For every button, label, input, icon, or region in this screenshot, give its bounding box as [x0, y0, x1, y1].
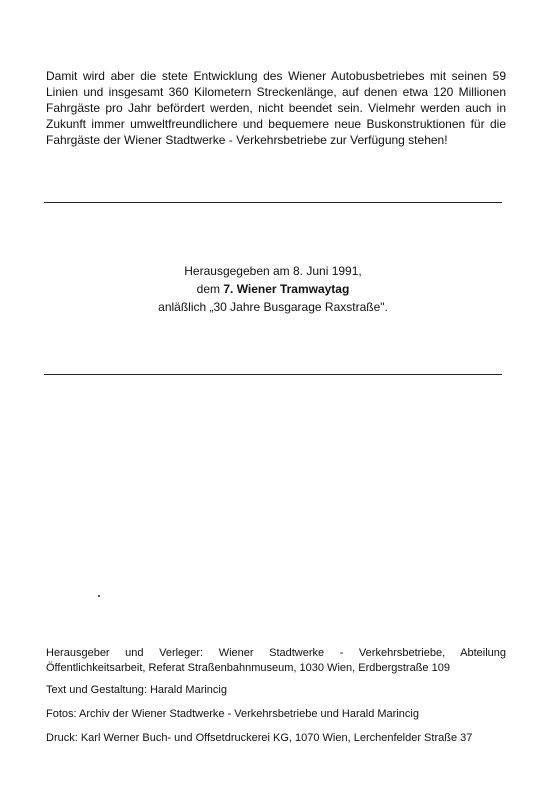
publication-date-line: Herausgegeben am 8. Juni 1991, — [184, 264, 362, 278]
text-design-line: Text und Gestaltung: Harald Marincig — [46, 684, 227, 696]
photos-line: Fotos: Archiv der Wiener Stadtwerke - Verkehrsbetriebe und Harald Marincig — [46, 708, 419, 720]
intro-paragraph: Damit wird aber die stete Entwicklung des Wiener Autobusbetriebes mit seinen 59 Linien und insgesamt 360 Kilometern Streckenlänge, auf denen etwa 120 Millionen Fahrgäste pro Jahr befördert werden, nicht beendet sein. Vielmehr werden auch in Zukunft immer umweltfreundlichere und bequemere neue Buskonstruktionen für die Fahrgäste der Wiener Stadtwerke - Verkehrsbetriebe zur Verfügung stehen! — [46, 69, 506, 147]
publisher-line: Herausgeber und Verleger: Wiener Stadtwerke - Verkehrsbetriebe, Abteilung Öffentlichkeitsarbeit, Referat Straßenbahnmuseum, 1030 Wien, Erdbergstraße 109 — [46, 647, 506, 674]
print-line: Druck: Karl Werner Buch- und Offsetdruckerei KG, 1070 Wien, Lerchenfelder Straße 37 — [46, 732, 473, 744]
scan-speck — [98, 595, 100, 597]
occasion-prefix: dem — [196, 282, 224, 296]
occasion-line — [44, 280, 502, 298]
anniversary-line: anläßlich „30 Jahre Busgarage Raxstraße". — [158, 300, 388, 314]
imprint-block — [46, 646, 506, 755]
divider-bottom — [44, 374, 502, 375]
colophon-block — [44, 262, 502, 316]
divider-top — [44, 202, 502, 203]
event-name: 7. Wiener Tramwaytag — [223, 282, 350, 296]
